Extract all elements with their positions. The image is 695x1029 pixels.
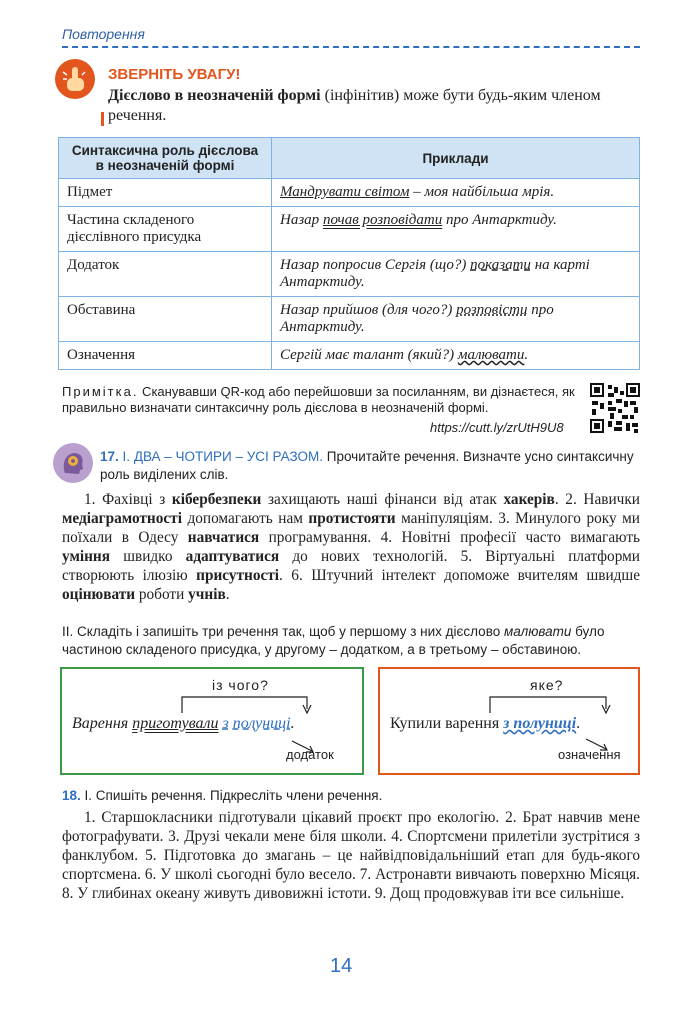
highlighted-word: медіаграмотності (62, 510, 182, 527)
example-fragment: Назар (280, 212, 323, 228)
box-right-question: яке? (530, 677, 564, 693)
highlighted-word: хакерів (503, 491, 555, 508)
note-link[interactable]: https://cutt.ly/zrUtH9U8 (430, 420, 564, 435)
box-left-question: із чого? (212, 677, 269, 693)
sentence-fragment: роботи (135, 586, 189, 603)
qr-code[interactable] (590, 383, 640, 433)
part2-word: малювати (503, 624, 572, 639)
hand-icon (54, 58, 96, 100)
sentence-fragment: програмування. 4. Новітні професії часто вимагають (259, 529, 640, 546)
attention-term: Дієслово в неозначеній формі (108, 87, 321, 104)
box-left-object: з полуниці (222, 715, 291, 732)
example-fragment: Сергій має талант (який?) (280, 347, 458, 363)
sentence-fragment: . 6. Штучний інтелект допоможе вчителям швидше (279, 567, 640, 584)
exercise-18-task: І. Спишіть речення. Підкресліть члени речення. (80, 788, 383, 803)
section-header: Повторення (62, 26, 145, 42)
exercise-17-number: 17. (100, 449, 119, 464)
example-box-attribute (378, 667, 640, 775)
table-cell-role: Обставина (59, 297, 272, 342)
attention-rest: (інфінітив) може бути будь-яким членом речення. (108, 87, 601, 124)
exercise-18-number: 18. (62, 788, 81, 803)
table-cell-example (272, 207, 640, 252)
table-cell-example (272, 342, 640, 370)
box-right-attr: з полуниці (503, 715, 577, 732)
exercise-17-sentences (62, 490, 640, 604)
table-header-examples: Приклади (272, 138, 640, 179)
attention-text (108, 86, 640, 126)
sentence-fragment: захищають наші фінанси від атак (261, 491, 504, 508)
table-row (59, 207, 640, 252)
exercise-17-title: ДВА – ЧОТИРИ – УСІ РАЗОМ. (133, 449, 323, 464)
box-right-start: Купили варення (390, 715, 504, 732)
highlighted-word: оцінювати (62, 586, 136, 603)
table-cell-example (272, 252, 640, 297)
box-left-sentence (72, 715, 295, 733)
sentence-fragment: 1. Фахівці з (84, 491, 172, 508)
part2-label: ІІ. (62, 624, 74, 639)
exercise-18-heading (62, 788, 382, 803)
box-right-end: . (576, 715, 581, 732)
table-cell-example (272, 179, 640, 207)
example-fragment: Назар попросив Сергія (що?) (280, 257, 471, 273)
example-fragment: малювати (457, 347, 525, 363)
sentence-fragment: . (225, 586, 230, 603)
note (62, 384, 577, 416)
part2-pre: Складіть і запишіть три речення так, щоб у першому з них дієслово (73, 624, 504, 639)
highlighted-word: присутності (196, 567, 280, 584)
example-fragment: показати (470, 257, 531, 273)
sentence-fragment: допомагають нам (181, 510, 309, 527)
attention-bar (101, 112, 104, 126)
example-fragment: почав розповідати (322, 212, 443, 228)
example-fragment: Мандрувати (280, 184, 362, 200)
exercise-17-task: Прочитайте речення. Визначте усно синтаксичну роль виділених слів. (100, 449, 634, 482)
table-row (59, 252, 640, 297)
highlighted-word: учнів (188, 586, 226, 603)
part2-post: було частиною складеного присудка, у другому – додатком, а в третьому – обставиною. (62, 624, 605, 657)
syntax-role-table (58, 137, 640, 370)
example-fragment: про Антарктиду. (442, 212, 557, 228)
highlighted-word: протистояти (308, 510, 396, 527)
table-row (59, 342, 640, 370)
box-left-start: Варення (72, 715, 133, 732)
exercise-18-sentences: 1. Старшокласники підготували цікавий проєкт про екологію. 2. Брат навчив мене фотографувати. 3. Друзі чекали мене біля школи. 4. Спортсмени прилетіли зустрітися з фанклубом. 5. Підготовка до змагань – це найвідповідальніший етап для будь-якого спортсмена. 6. У школі сьогодні було весело. 7. Астронавти вивчають поверхню Місяця. 8. У глибинах океану живуть дивовижні істоти. 9. Дощ продовжував іти все сильніше. (62, 809, 640, 902)
highlighted-word: уміння (62, 548, 111, 565)
table-cell-role: Підмет (59, 179, 272, 207)
sentence-fragment: швидко (110, 548, 186, 565)
example-fragment: світом (361, 184, 410, 200)
box-left-end: . (290, 715, 295, 732)
sentence-fragment: до нових технологій. 5. Віртуальні платформи створюють ілюзію (62, 548, 640, 584)
example-fragment: на карті Антарктиду. (280, 257, 590, 290)
table-cell-example (272, 297, 640, 342)
table-cell-role: Додаток (59, 252, 272, 297)
table-row (59, 297, 640, 342)
table-header-role: Синтаксична роль дієслова в неозначеній формі (59, 138, 272, 179)
table-cell-role: Частина складеного дієслівного присудка (59, 207, 272, 252)
highlighted-word: навчатися (187, 529, 260, 546)
box-left-predicate: приготували (132, 715, 219, 732)
example-fragment: – моя найбільша мрія. (409, 184, 555, 200)
note-text: Сканувавши QR-код або перейшовши за посиланням, ви дізнаєтеся, як правильно визначати синтаксичну роль дієслова в неозначеній формі. (62, 384, 575, 415)
brain-head-icon (52, 442, 94, 484)
example-fragment: розповісти (456, 302, 528, 318)
sentence-fragment: маніпуляціям. 3. Минулого року ми поїхали в Одесу (62, 510, 640, 546)
header-divider (62, 46, 640, 48)
table-cell-role: Означення (59, 342, 272, 370)
page-number: 14 (330, 955, 353, 977)
example-fragment: про Антарктиду. (280, 302, 554, 335)
example-box-object (60, 667, 364, 775)
box-right-sentence (390, 715, 580, 733)
note-label: Примітка. (62, 384, 139, 399)
exercise-17-part2 (62, 623, 640, 659)
sentence-fragment: . 2. Навички (554, 491, 640, 508)
highlighted-word: адаптуватися (185, 548, 280, 565)
attention-title: ЗВЕРНІТЬ УВАГУ! (108, 66, 241, 83)
box-left-label: додаток (286, 747, 334, 762)
exercise-17-heading (100, 448, 640, 484)
example-fragment: . (524, 347, 529, 363)
table-row (59, 179, 640, 207)
box-right-label: означення (558, 747, 621, 762)
highlighted-word: кібербезпеки (171, 491, 262, 508)
exercise-17-part1: І. (122, 449, 131, 464)
example-fragment: Назар прийшов (для чого?) (280, 302, 457, 318)
